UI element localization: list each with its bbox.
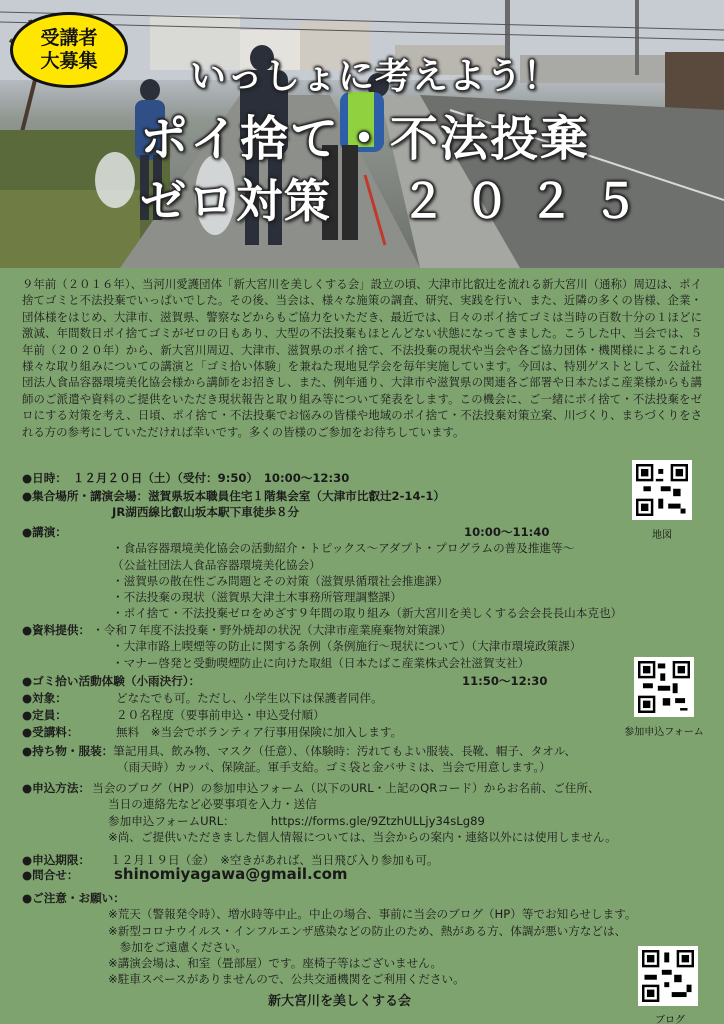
materials-section	[22, 622, 632, 671]
blog-qr-code[interactable]	[638, 946, 698, 1006]
blog-qr-caption: ブログ	[655, 1015, 685, 1024]
lecture-label: ●講演：	[22, 525, 67, 539]
form-qr-caption: 参加申込フォーム	[624, 727, 704, 738]
deadline-label: ●申込期限：	[22, 853, 91, 867]
target-value: どなたでも可。ただし、小学生以下は保護者同伴。	[116, 691, 383, 705]
headline-line-1: いっしょに考えよう！	[190, 56, 561, 97]
qr-icon	[642, 950, 694, 1002]
contact-email[interactable]: shinomiyagawa@gmail.com	[114, 865, 348, 883]
lecture-item: ・食品容器環境美化協会の活動紹介・トピックス～アダプト・プログラムの普及推進等～	[112, 541, 575, 556]
fee-value: 無料 ※当会でボランティア行事用保険に加入します。	[116, 725, 403, 739]
headline-year: ２０２５	[400, 174, 656, 228]
headline-line-3	[140, 165, 656, 231]
gomi-time: 11:50～12:30	[462, 674, 548, 688]
gomi-section	[22, 673, 632, 689]
headline-line-3-text: ゼロ対策	[140, 174, 332, 228]
qr-icon	[638, 661, 690, 713]
venue-label: ●集合場所・講演会場：	[22, 489, 149, 503]
venue-value: 滋賀県坂本職員住宅１階集会室（大津市比叡辻2-14-1）	[148, 489, 446, 503]
form-url-link[interactable]: https://forms.gle/9ZtzhULLjy34sLg89	[270, 813, 485, 828]
notes-item: ※荒天（警報発令時）、増水時等中止。中止の場合、事前に当会のブログ（HP）等でお知らせします。	[108, 907, 637, 922]
notes-item: ※駐車スペースがありませんので、公共交通機関をご利用ください。	[108, 972, 465, 987]
event-date	[22, 470, 632, 486]
lecture-item: ・不法投棄の現状（滋賀県大津土木事務所管理調整課）	[112, 590, 402, 605]
fee-label: ●受講料：	[22, 725, 79, 739]
target-row	[22, 690, 632, 706]
capacity-label: ●定員：	[22, 708, 67, 722]
privacy-note: ※尚、ご提供いただきました個人情報については、当会からの案内・連絡以外には使用しません。	[108, 829, 617, 844]
intro-paragraph: ９年前（２０１６年）、当河川愛護団体「新大宮川を美しくする会」設立の頃、大津市比叡辻を流れる新大宮川（通称）周辺は、ポイ捨てゴミと不法投棄でいっぱいでした。その後、当会は、様々な施策の調査、研究、実践を行い、また、近隣の多くの皆様、企業・団体様をはじめ、大津市、滋賀県、警察などからもご協力をいただき、最近では、日々のポイ捨てゴミは当時の百数十分の１ほどに激減、年間数日ポイ捨てゴミがゼロの日もあり、大型の不法投棄もほとんどない状態になってきました。こうした中、当会では、５年前（２０２０年）から、新大宮川周辺、大津市、滋賀県のポイ捨て、不法投棄の現状や当会や各ご協力団体・機関様によるこれら様々な取り組みについての講演と「ゴミ拾い体験」を兼ねた現地見学会を毎年実施しています。今回は、特別ゲストとして、公益社団法人食品容器環境美化協会様から講師をお招きし、また、例年通り、大津市や滋賀県の関連各ご部署や日本たばこ産業様からも講師のご派遣や資料のご提供をいただき現状報告と取り組み等について発表をします。この機会に、ご一緒にポイ捨て・不法投棄をゼロにする対策を考え、日頃、ポイ捨て・不法投棄でお悩みの皆様や地域のポイ捨て・不法投棄対策立案、川づくり、まちづくりをされる方の参考にしていただければ幸いです。多くの皆様のご参加をお待ちしています。	[22, 277, 702, 439]
gomi-label: ●ゴミ拾い活動体験（小雨決行）：	[22, 674, 201, 688]
venue-access: JR湖西線比叡山坂本駅下車徒歩８分	[112, 505, 300, 520]
lecture-item: （公益社団法人食品容器環境美化協会）	[112, 557, 321, 572]
map-qr-code[interactable]	[632, 460, 692, 520]
materials-item: ・大津市路上喫煙等の防止に関する条例（条例施行～現状について）（大津市環境政策課）	[112, 639, 582, 654]
map-qr-caption: 地図	[652, 530, 672, 541]
contact-label: ●問合せ：	[22, 868, 79, 882]
qr-icon	[636, 464, 688, 516]
apply-section	[22, 780, 632, 845]
belongings-section	[22, 743, 632, 776]
lecture-item: ・滋賀県の散在性ごみ問題とその対策（滋賀県循環社会推進課）	[112, 573, 449, 588]
event-venue	[22, 488, 632, 521]
hero-photo	[0, 0, 724, 268]
badge-line-1: 受講者	[40, 27, 98, 49]
badge-line-2: 大募集	[40, 50, 98, 72]
notes-item: ※新型コロナウイルス・インフルエンザ感染などの防止のため、熱がある方、体調が悪い方などは、	[108, 923, 627, 938]
form-qr-code[interactable]	[634, 657, 694, 717]
apply-line-1: 当会のブログ（HP）の参加申込フォーム（以下のURL・上記のQRコード）からお名前、ご住所、	[92, 781, 600, 795]
fee-row	[22, 724, 632, 740]
lecture-section	[22, 524, 632, 622]
notes-item: 参加をご遠慮ください。	[108, 939, 248, 954]
capacity-row	[22, 707, 632, 723]
notes-label: ●ご注意・お願い：	[22, 891, 125, 905]
deadline-value: １２月１９日（金） ※空きがあれば、当日飛び入り参加も可。	[110, 853, 439, 867]
belongings-line-2: （雨天時）カッパ、保険証。軍手支給。ゴミ袋と金バサミは、当会で用意します。）	[117, 760, 551, 775]
contact-row	[22, 867, 632, 883]
notes-section	[22, 890, 637, 988]
date-label: ●日時：	[22, 471, 62, 485]
lecture-time: 10:00～11:40	[464, 525, 550, 539]
target-label: ●対象：	[22, 691, 67, 705]
belongings-label: ●持ち物・服装：	[22, 744, 114, 758]
date-value: １２月２０日（土）（受付：9:50） 10:00～12:30	[72, 471, 350, 485]
headline-line-2: ポイ捨て・不法投棄	[140, 111, 591, 167]
materials-item: ・マナー啓発と受動喫煙防止に向けた取組（日本たばこ産業株式会社滋賀支社）	[112, 655, 530, 670]
apply-label: ●申込方法：	[22, 781, 91, 795]
capacity-value: ２０名程度（要事前申込・申込受付順）	[116, 708, 325, 722]
materials-item: ・令和７年度不法投棄・野外焼却の状況（大津市産業廃棄物対策課）	[92, 623, 452, 637]
form-url-label: 参加申込フォームURL：	[108, 813, 235, 828]
notes-item: ※講演会場は、和室（畳部屋）です。座椅子等はございません。	[108, 956, 443, 971]
lecture-item: ・ポイ捨て・不法投棄ゼロをめざす９年間の取り組み（新大宮川を美しくする会会長長山本克也）	[112, 606, 623, 621]
apply-line-2: 当日の連絡先など必要事項を入力・送信	[108, 797, 317, 812]
belongings-line-1: 筆記用具、飲み物、マスク（任意）、（体験時：汚れてもよい服装、長靴、帽子、タオル、	[113, 744, 577, 758]
recruitment-badge	[10, 12, 128, 88]
organizer-name: 新大宮川を美しくする会	[268, 994, 412, 1009]
materials-label: ●資料提供：	[22, 623, 85, 637]
